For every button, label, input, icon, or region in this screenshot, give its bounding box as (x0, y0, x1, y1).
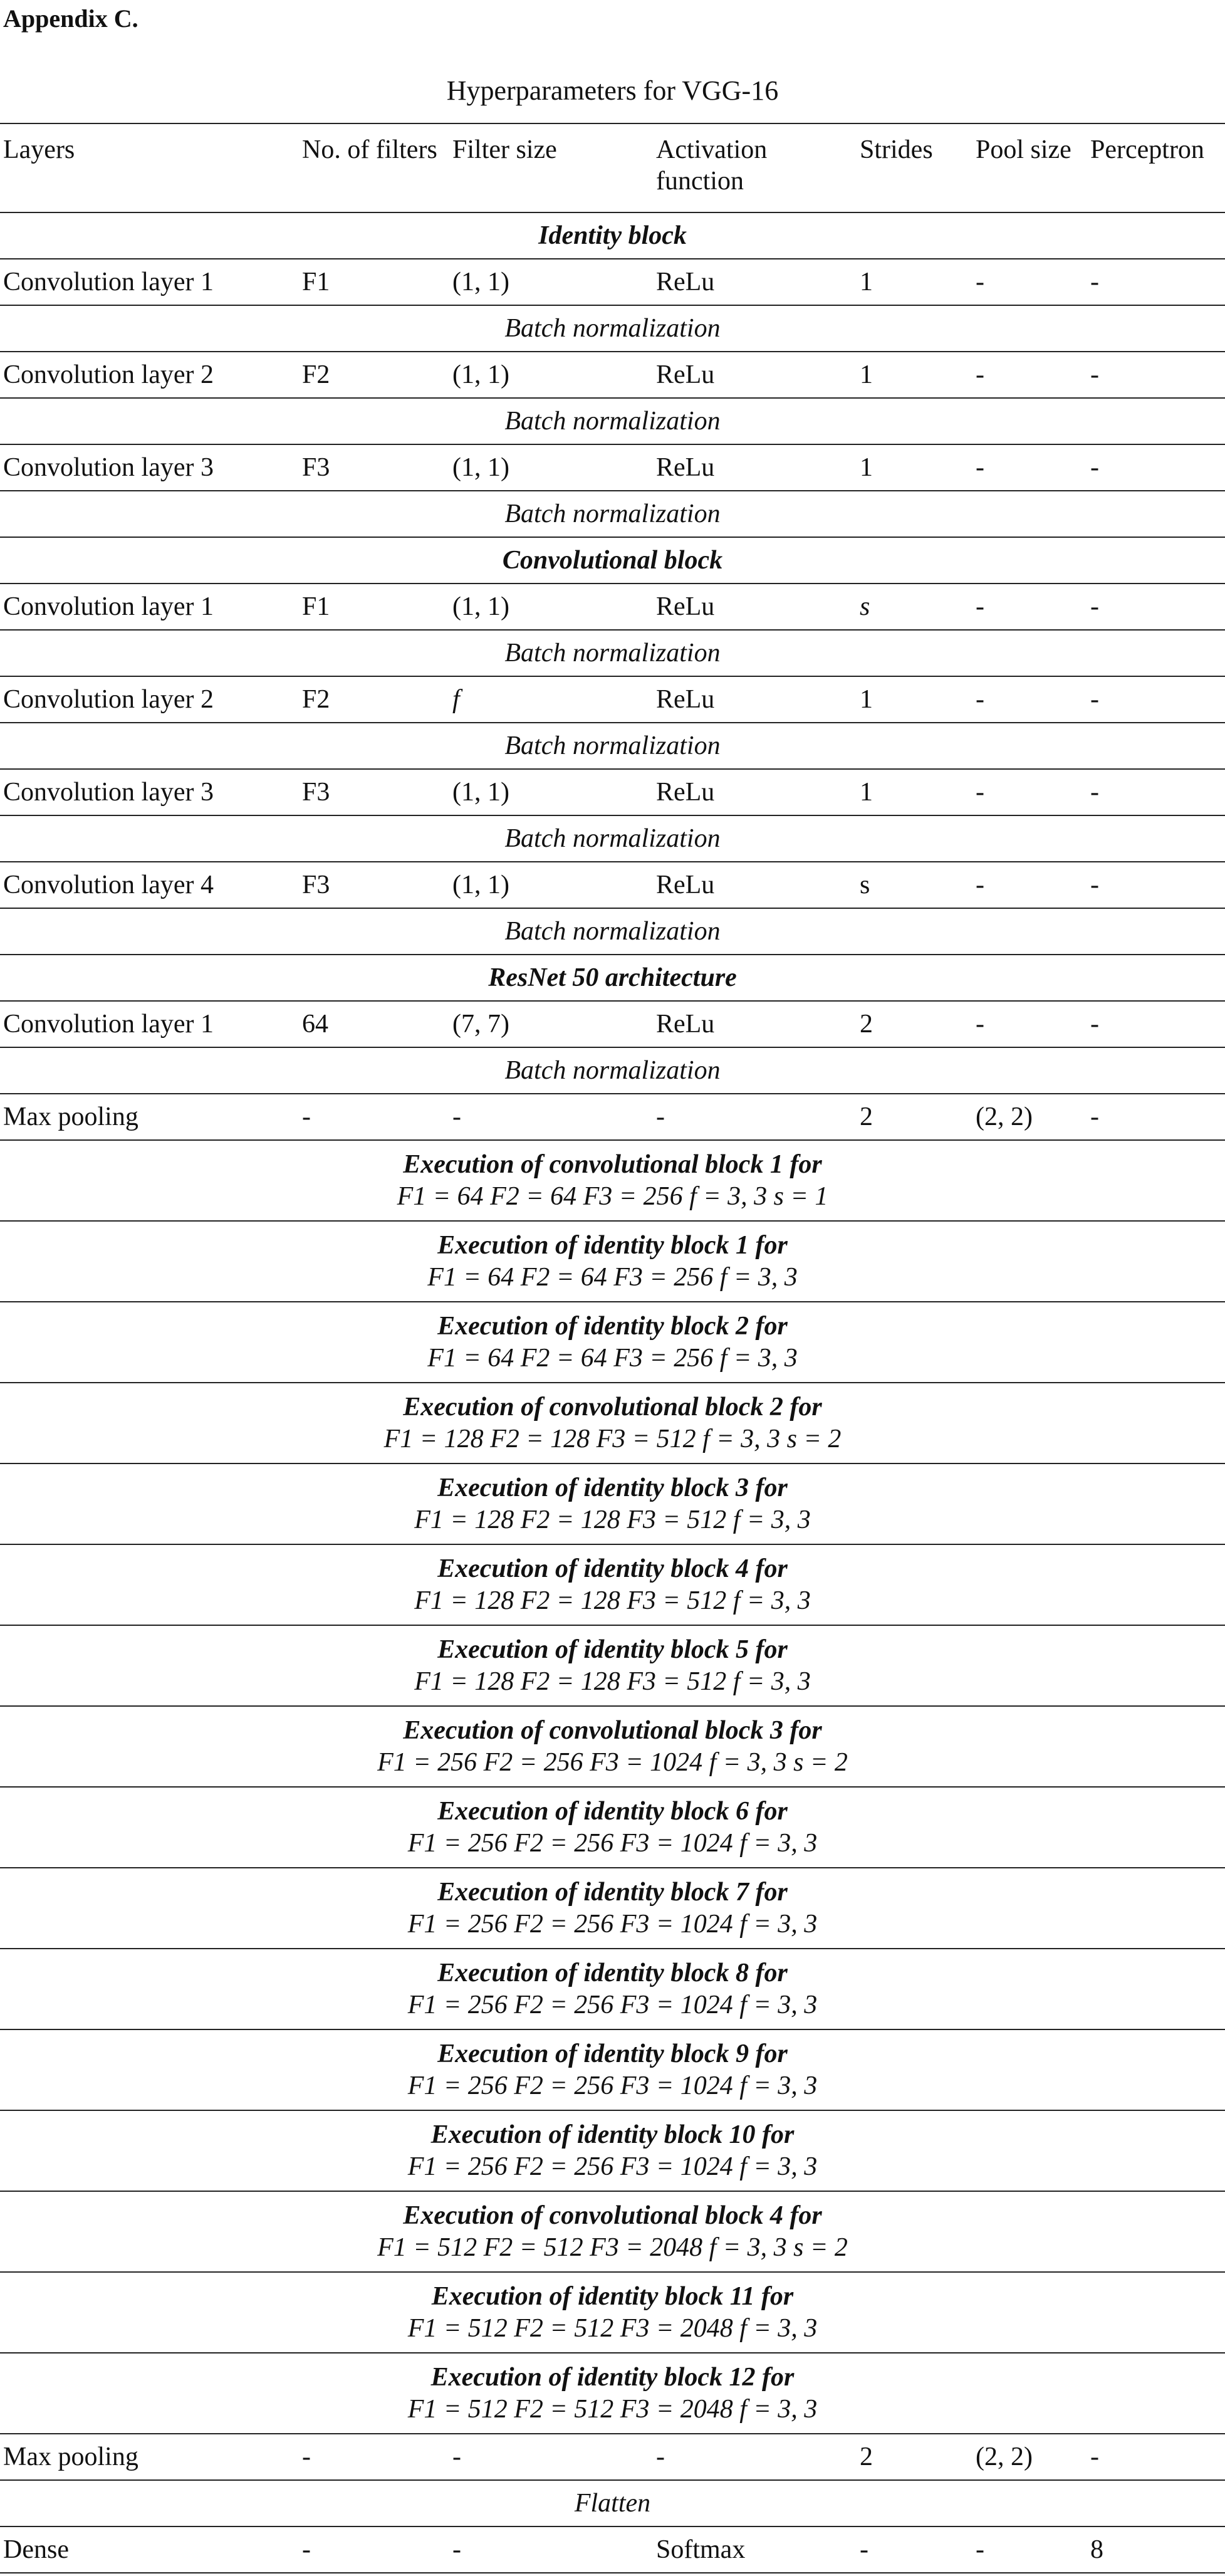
cell-layer: Max pooling (3, 1102, 138, 1131)
cell-activation: - (656, 1102, 665, 1131)
header-layers: Layers (3, 135, 75, 164)
execution-row (0, 1949, 1225, 2030)
execution-row (0, 1545, 1225, 1626)
cell-strides: s (860, 871, 870, 899)
cell-pool-size: - (976, 1010, 984, 1039)
cell-filters: - (302, 2535, 311, 2564)
operation-row (0, 399, 1225, 445)
cell-pool-size: - (976, 360, 984, 389)
execution-row (0, 1383, 1225, 1464)
cell-filters: F1 (302, 268, 330, 296)
cell-layer: Convolution layer 1 (3, 592, 214, 621)
header-pool-size: Pool size (976, 135, 1071, 164)
execution-row (0, 1222, 1225, 1302)
cell-filter-size: (1, 1) (452, 592, 509, 621)
execution-row (0, 2192, 1225, 2273)
cell-pool-size: (2, 2) (976, 1102, 1033, 1131)
operation-label: Batch normalization (504, 406, 721, 436)
cell-layer: Dense (3, 2535, 69, 2564)
table-row (0, 1002, 1225, 1048)
cell-filter-size: (1, 1) (452, 360, 509, 389)
execution-text (0, 2111, 1225, 2191)
cell-filters: F3 (302, 871, 330, 899)
cell-pool-size: - (976, 2535, 984, 2564)
table-caption: Hyperparameters for VGG-16 (446, 75, 779, 106)
execution-text (0, 1141, 1225, 1220)
execution-row (0, 1788, 1225, 1868)
cell-filter-size: (1, 1) (452, 453, 509, 482)
execution-params: F1 = 256 F2 = 256 F3 = 1024 f = 3, 3 s = 2 (377, 1747, 848, 1777)
hyperparameter-table (0, 123, 1225, 2573)
header-strides: Strides (860, 135, 933, 164)
cell-activation: ReLu (656, 685, 715, 714)
table-row (0, 2527, 1225, 2573)
cell-layer: Convolution layer 2 (3, 685, 214, 714)
cell-pool-size: - (976, 453, 984, 482)
cell-strides: 1 (860, 453, 873, 482)
execution-title: Execution of identity block 4 for (437, 1554, 788, 1583)
operation-row (0, 491, 1225, 538)
cell-perceptron: 8 (1090, 2535, 1103, 2564)
execution-row (0, 1626, 1225, 1707)
cell-activation: - (656, 2442, 665, 2471)
table-row (0, 352, 1225, 399)
cell-activation: ReLu (656, 268, 715, 296)
table-row (0, 677, 1225, 723)
table-header-row (0, 123, 1225, 213)
execution-text (0, 1383, 1225, 1463)
cell-pool-size: - (976, 268, 984, 296)
cell-perceptron: - (1090, 360, 1099, 389)
execution-row (0, 2030, 1225, 2111)
execution-text (0, 2273, 1225, 2352)
operation-label: Batch normalization (504, 313, 721, 343)
cell-perceptron: - (1090, 778, 1099, 807)
execution-row (0, 1707, 1225, 1788)
execution-row (0, 2111, 1225, 2192)
cell-strides: 1 (860, 268, 873, 296)
cell-layer: Convolution layer 4 (3, 871, 214, 899)
execution-title: Execution of identity block 10 for (430, 2120, 795, 2149)
section-heading: ResNet 50 architecture (488, 963, 737, 992)
execution-text (0, 1302, 1225, 1382)
execution-text (0, 2353, 1225, 2433)
execution-row (0, 1141, 1225, 1222)
cell-activation: ReLu (656, 453, 715, 482)
header-activation-function: Activation function (656, 135, 768, 196)
execution-params: F1 = 128 F2 = 128 F3 = 512 f = 3, 3 (414, 1667, 811, 1696)
execution-row (0, 1868, 1225, 1949)
cell-perceptron: - (1090, 268, 1099, 296)
execution-params: F1 = 256 F2 = 256 F3 = 1024 f = 3, 3 (407, 1990, 818, 2019)
execution-title: Execution of identity block 8 for (437, 1958, 788, 1987)
cell-strides: 1 (860, 778, 873, 807)
execution-text (0, 1868, 1225, 1948)
table-row (0, 259, 1225, 306)
execution-params: F1 = 512 F2 = 512 F3 = 2048 f = 3, 3 s = 2 (377, 2233, 848, 2262)
cell-perceptron: - (1090, 1010, 1099, 1039)
execution-params: F1 = 128 F2 = 128 F3 = 512 f = 3, 3 (414, 1505, 811, 1534)
execution-text (0, 1949, 1225, 2029)
execution-text (0, 1788, 1225, 1867)
cell-pool-size: (2, 2) (976, 2442, 1033, 2471)
cell-activation: ReLu (656, 360, 715, 389)
execution-text (0, 1707, 1225, 1786)
operation-row (0, 631, 1225, 677)
cell-strides: 1 (860, 685, 873, 714)
cell-filters: F2 (302, 360, 330, 389)
cell-filters: F3 (302, 778, 330, 807)
cell-filter-size: (1, 1) (452, 268, 509, 296)
execution-title: Execution of identity block 11 for (431, 2281, 794, 2311)
execution-row (0, 2273, 1225, 2353)
header-perceptron: Perceptron (1090, 135, 1204, 164)
operation-label: Batch normalization (504, 499, 721, 528)
cell-filters: F1 (302, 592, 330, 621)
cell-layer: Convolution layer 3 (3, 453, 214, 482)
execution-title: Execution of convolutional block 2 for (403, 1392, 822, 1422)
cell-layer: Convolution layer 1 (3, 1010, 214, 1039)
execution-text (0, 1545, 1225, 1625)
operation-row (0, 2481, 1225, 2527)
cell-pool-size: - (976, 592, 984, 621)
execution-title: Execution of identity block 3 for (437, 1473, 788, 1502)
execution-params: F1 = 128 F2 = 128 F3 = 512 f = 3, 3 (414, 1586, 811, 1615)
operation-row (0, 909, 1225, 955)
cell-layer: Max pooling (3, 2442, 138, 2471)
execution-params: F1 = 128 F2 = 128 F3 = 512 f = 3, 3 s = 2 (383, 1424, 842, 1453)
cell-filter-size: (1, 1) (452, 871, 509, 899)
table-row (0, 2434, 1225, 2481)
execution-params: F1 = 64 F2 = 64 F3 = 256 f = 3, 3 (427, 1343, 798, 1373)
cell-filter-size: (1, 1) (452, 778, 509, 807)
table-row (0, 862, 1225, 909)
cell-activation: ReLu (656, 1010, 715, 1039)
execution-params: F1 = 64 F2 = 64 F3 = 256 f = 3, 3 s = 1 (397, 1181, 828, 1211)
table-row (0, 584, 1225, 631)
cell-strides: 2 (860, 1010, 873, 1039)
cell-strides: 2 (860, 2442, 873, 2471)
execution-title: Execution of identity block 5 for (437, 1635, 788, 1664)
cell-perceptron: - (1090, 871, 1099, 899)
cell-strides: s (860, 592, 870, 621)
execution-params: F1 = 256 F2 = 256 F3 = 1024 f = 3, 3 (407, 1828, 818, 1858)
table-row (0, 445, 1225, 491)
execution-title: Execution of identity block 9 for (437, 2039, 788, 2068)
table-row (0, 770, 1225, 816)
execution-params: F1 = 64 F2 = 64 F3 = 256 f = 3, 3 (427, 1262, 798, 1292)
section-heading-row (0, 538, 1225, 584)
cell-layer: Convolution layer 3 (3, 778, 214, 807)
cell-filter-size: - (452, 2442, 461, 2471)
section-heading: Convolutional block (502, 545, 723, 575)
cell-activation: ReLu (656, 871, 715, 899)
cell-filters: F2 (302, 685, 330, 714)
execution-text (0, 1222, 1225, 1301)
section-heading-row (0, 213, 1225, 259)
execution-text (0, 2030, 1225, 2110)
execution-title: Execution of convolutional block 3 for (403, 1715, 822, 1745)
cell-strides: - (860, 2535, 868, 2564)
execution-text (0, 2192, 1225, 2271)
cell-activation: ReLu (656, 778, 715, 807)
execution-params: F1 = 256 F2 = 256 F3 = 1024 f = 3, 3 (407, 2071, 818, 2100)
cell-filter-size: (7, 7) (452, 1010, 509, 1039)
cell-pool-size: - (976, 871, 984, 899)
cell-filters: 64 (302, 1010, 328, 1039)
operation-row (0, 306, 1225, 352)
cell-filter-size: f (452, 685, 460, 714)
cell-perceptron: - (1090, 453, 1099, 482)
cell-perceptron: - (1090, 592, 1099, 621)
execution-title: Execution of identity block 1 for (437, 1230, 788, 1260)
operation-label: Batch normalization (504, 731, 721, 760)
cell-layer: Convolution layer 1 (3, 268, 214, 296)
cell-filter-size: - (452, 2535, 461, 2564)
operation-label: Batch normalization (504, 1055, 721, 1085)
cell-perceptron: - (1090, 1102, 1099, 1131)
operation-label: Batch normalization (504, 638, 721, 668)
cell-activation: ReLu (656, 592, 715, 621)
table-row (0, 1094, 1225, 1141)
operation-row (0, 1048, 1225, 1094)
cell-filters: - (302, 1102, 311, 1131)
execution-title: Execution of identity block 12 for (430, 2362, 795, 2392)
execution-params: F1 = 512 F2 = 512 F3 = 2048 f = 3, 3 (407, 2394, 818, 2424)
header-filter-size: Filter size (452, 135, 557, 164)
operation-row (0, 816, 1225, 862)
operation-label: Flatten (574, 2488, 651, 2518)
cell-filters: F3 (302, 453, 330, 482)
execution-title: Execution of identity block 2 for (437, 1311, 788, 1341)
header-no-of-filters: No. of filters (302, 135, 437, 164)
execution-params: F1 = 256 F2 = 256 F3 = 1024 f = 3, 3 (407, 2152, 818, 2181)
execution-params: F1 = 256 F2 = 256 F3 = 1024 f = 3, 3 (407, 1909, 818, 1939)
cell-strides: 2 (860, 1102, 873, 1131)
cell-strides: 1 (860, 360, 873, 389)
cell-perceptron: - (1090, 685, 1099, 714)
execution-title: Execution of identity block 7 for (437, 1877, 788, 1907)
section-heading: Identity block (538, 221, 687, 250)
execution-title: Execution of convolutional block 1 for (403, 1149, 822, 1179)
cell-layer: Convolution layer 2 (3, 360, 214, 389)
execution-row (0, 2353, 1225, 2434)
cell-filters: - (302, 2442, 311, 2471)
execution-text (0, 1464, 1225, 1544)
section-heading-row (0, 955, 1225, 1002)
cell-pool-size: - (976, 685, 984, 714)
operation-label: Batch normalization (504, 824, 721, 853)
execution-title: Execution of convolutional block 4 for (403, 2201, 822, 2230)
operation-label: Batch normalization (504, 916, 721, 946)
cell-perceptron: - (1090, 2442, 1099, 2471)
cell-filter-size: - (452, 1102, 461, 1131)
execution-row (0, 1464, 1225, 1545)
execution-title: Execution of identity block 6 for (437, 1796, 788, 1826)
execution-row (0, 1302, 1225, 1383)
appendix-heading: Appendix C. (3, 4, 138, 33)
table-body (0, 213, 1225, 2573)
cell-activation: Softmax (656, 2535, 746, 2564)
execution-text (0, 1626, 1225, 1705)
execution-params: F1 = 512 F2 = 512 F3 = 2048 f = 3, 3 (407, 2313, 818, 2343)
cell-pool-size: - (976, 778, 984, 807)
operation-row (0, 723, 1225, 770)
